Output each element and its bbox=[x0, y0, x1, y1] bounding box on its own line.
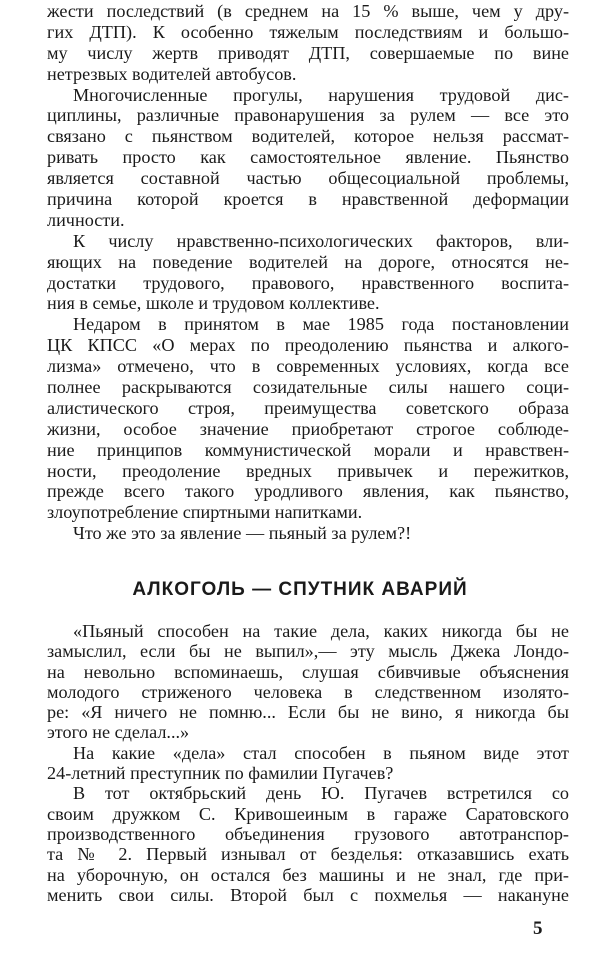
text-line: молодого стриженого человека в следственном изолято- bbox=[47, 681, 569, 702]
text-line: производственного объединения грузового автотранспор- bbox=[47, 823, 569, 844]
text-line: ЦК КПСС «О мерах по преодолению пьянства и алкого- bbox=[47, 335, 569, 356]
text-line: «Пьяный способен на такие дела, каких никогда бы не bbox=[73, 621, 569, 641]
text-line: лизма» отмечено, что в современных условиях, когда все bbox=[47, 356, 569, 377]
text-line: яющих на поведение водителей на дороге, относятся не- bbox=[47, 251, 569, 272]
text-line: 24-летний преступник по фамилии Пугачев? bbox=[47, 763, 394, 784]
page-number: 5 bbox=[533, 918, 543, 939]
text-line: на уборочную, он остался без машины и не знал, где при- bbox=[47, 864, 569, 885]
body-text-section-2 bbox=[47, 621, 569, 905]
text-line: причина которой кроется в нравственной деформации bbox=[47, 189, 569, 210]
text-line: Многочисленные прогулы, нарушения трудовой дис- bbox=[73, 84, 569, 105]
text-line: своим дружком С. Кривошеиным в гараже Саратовского bbox=[47, 803, 569, 824]
body-text-section-1 bbox=[47, 1, 569, 544]
text-line: злоупотребление спиртными напитками. bbox=[47, 502, 363, 523]
text-line: ния в семье, школе и трудовом коллективе. bbox=[47, 293, 380, 314]
text-line: алистического строя, преимущества советского образа bbox=[47, 397, 569, 418]
text-line: та № 2. Первый изнывал от безделья: отказавшись ехать bbox=[47, 844, 569, 865]
text-line: нетрезвых водителей автобусов. bbox=[47, 63, 297, 84]
text-line: Что же это за явление — пьяный за рулем?! bbox=[73, 523, 412, 544]
chapter-heading: АЛКОГОЛЬ — СПУТНИК АВАРИЙ bbox=[132, 579, 468, 600]
text-line: замыслил, если бы не выпил»,— эту мысль Джека Лондо- bbox=[47, 641, 569, 662]
text-line: полнее раскрываются созидательные силы нашего соци- bbox=[47, 377, 569, 398]
text-line: является составной частью общесоциальной проблемы, bbox=[47, 168, 569, 189]
text-line: ривать просто как самостоятельное явление. Пьянство bbox=[47, 147, 569, 168]
text-line: Недаром в принятом в мае 1985 года постановлении bbox=[73, 314, 569, 335]
text-line: ние принципов коммунистической морали и нравствен- bbox=[47, 439, 569, 460]
text-line: на невольно вспоминаешь, слушая сбивчивые объяснения bbox=[47, 661, 569, 682]
text-line: жизни, особое значение приобретают строгое соблюде- bbox=[47, 418, 569, 439]
text-line: прежде всего такого уродливого явления, как пьянство, bbox=[47, 481, 569, 502]
text-line: На какие «дела» стал способен в пьяном виде этот bbox=[73, 742, 569, 763]
text-line: му числу жертв приводят ДТП, совершаемые по вине bbox=[47, 42, 569, 63]
text-line: этого не сделал...» bbox=[47, 722, 190, 743]
text-line: В тот октябрьский день Ю. Пугачев встретился со bbox=[73, 783, 569, 804]
text-line: личности. bbox=[47, 209, 125, 230]
text-line: гих ДТП). К особенно тяжелым последствиям и большо- bbox=[47, 21, 569, 42]
text-line: жести последствий (в среднем на 15 % выше, чем у дру- bbox=[47, 1, 569, 21]
text-line: циплины, различные правонарушения за рулем — все это bbox=[47, 105, 569, 126]
text-line: менить свои силы. Второй был с похмелья — накануне bbox=[47, 884, 569, 905]
text-line: связано с пьянством водителей, которое нельзя рассмат- bbox=[47, 126, 569, 147]
text-line: достатки трудового, правового, нравственного воспита- bbox=[47, 272, 569, 293]
text-line: К числу нравственно-психологических факторов, вли- bbox=[73, 230, 569, 251]
text-line: ре: «Я ничего не помню... Если бы не вино, я никогда бы bbox=[47, 702, 569, 723]
text-line: ности, преодоление вредных привычек и пережитков, bbox=[47, 460, 569, 481]
